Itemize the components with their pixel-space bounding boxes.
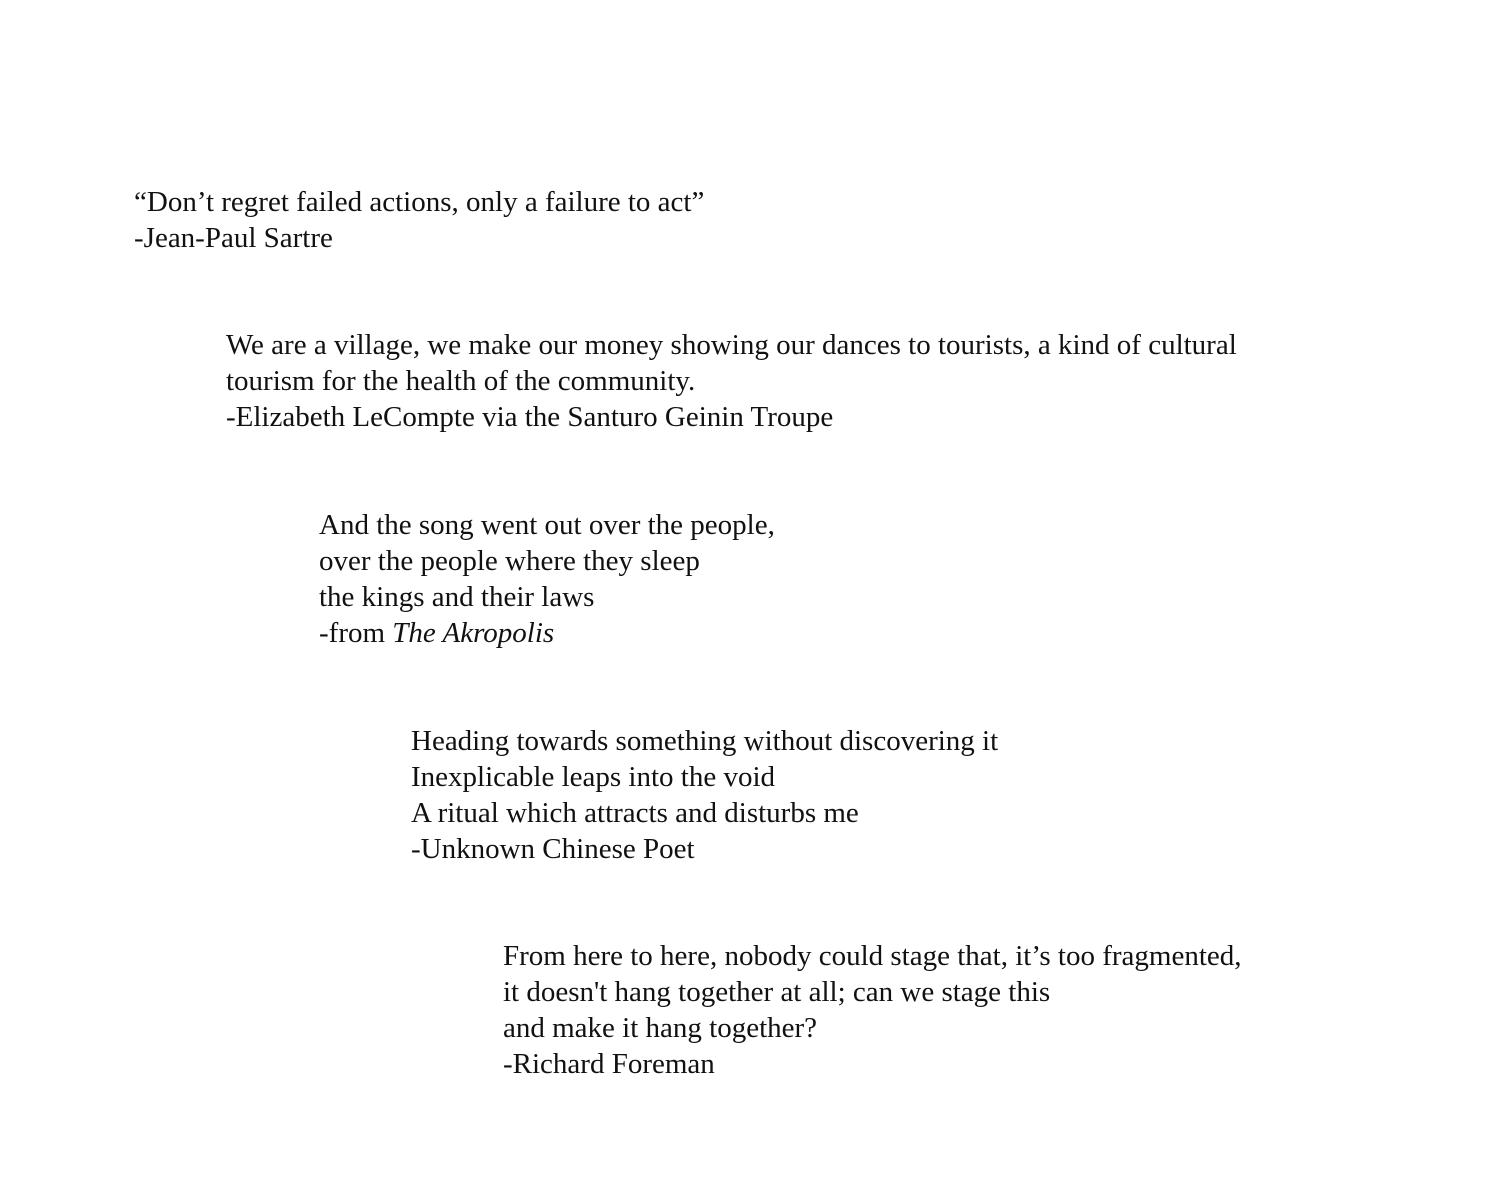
quote-sartre bbox=[134, 184, 704, 256]
quote-line: A ritual which attracts and disturbs me bbox=[411, 797, 859, 829]
quote-akropolis bbox=[319, 507, 775, 651]
quote-line: Heading towards something without discovering it bbox=[411, 725, 999, 757]
quote-attribution: -Unknown Chinese Poet bbox=[411, 833, 695, 865]
quote-line: From here to here, nobody could stage that, it’s too fragmented, bbox=[503, 940, 1242, 972]
attribution-prefix: -from bbox=[319, 617, 393, 649]
quote-chinese-poet bbox=[411, 723, 998, 867]
quote-lecompte bbox=[226, 327, 1237, 435]
quote-attribution: -Elizabeth LeCompte via the Santuro Geinin Troupe bbox=[226, 401, 834, 433]
quote-line: it doesn't hang together at all; can we stage this bbox=[503, 976, 1051, 1008]
quote-line: Inexplicable leaps into the void bbox=[411, 761, 776, 793]
quote-attribution: -Richard Foreman bbox=[503, 1048, 715, 1080]
quote-line: over the people where they sleep bbox=[319, 545, 700, 577]
quote-attribution bbox=[319, 615, 775, 651]
quote-foreman bbox=[503, 938, 1242, 1082]
quote-line: We are a village, we make our money showing our dances to tourists, a kind of cultural bbox=[226, 329, 1237, 361]
quote-line: tourism for the health of the community. bbox=[226, 365, 696, 397]
quote-line: and make it hang together? bbox=[503, 1012, 818, 1044]
quote-line: And the song went out over the people, bbox=[319, 509, 775, 541]
quote-line: the kings and their laws bbox=[319, 581, 595, 613]
quote-attribution: -Jean-Paul Sartre bbox=[134, 222, 333, 254]
quote-line: “Don’t regret failed actions, only a failure to act” bbox=[134, 186, 705, 218]
attribution-title: The Akropolis bbox=[392, 617, 555, 649]
